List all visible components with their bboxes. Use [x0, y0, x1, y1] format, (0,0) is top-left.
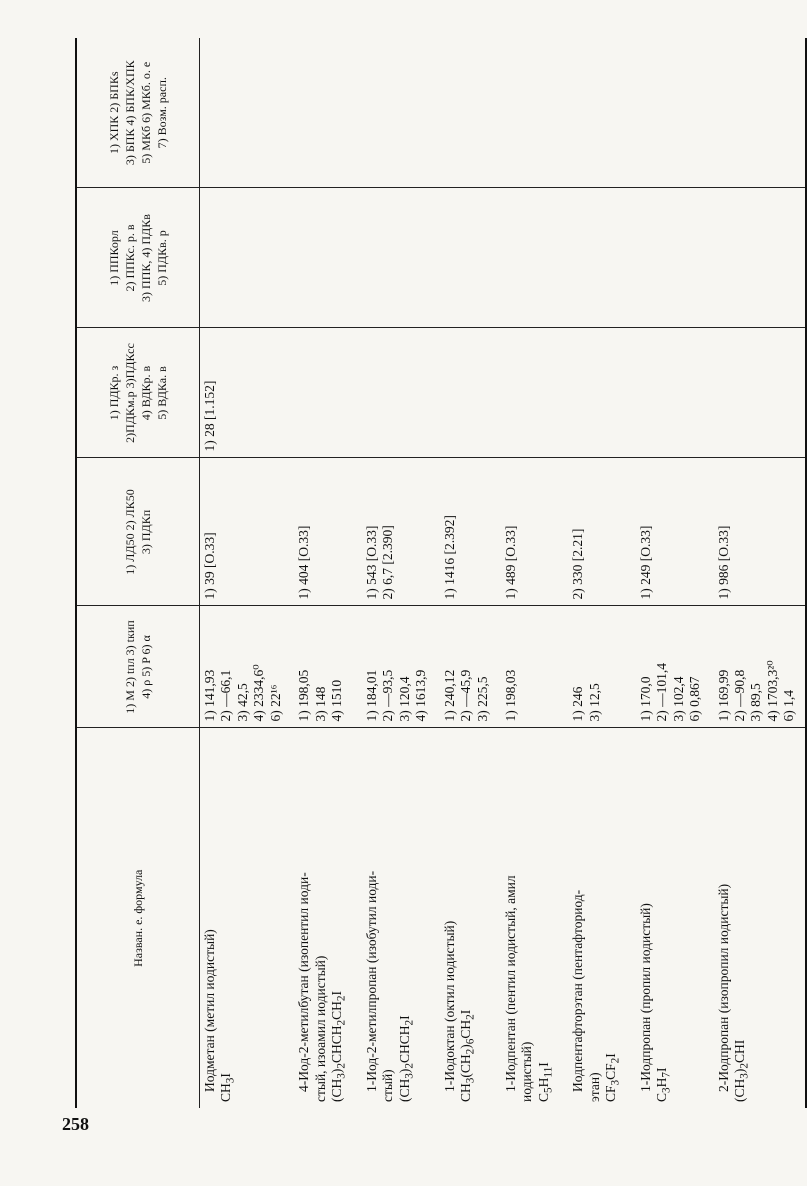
row-spacer	[630, 42, 638, 182]
cell-biodegradation	[493, 38, 560, 188]
cell-physical-props	[493, 606, 560, 728]
row-spacer	[562, 193, 570, 322]
value-line: 2) 330 [2.21]	[570, 528, 586, 600]
value-line: 2) 6,7 [2.390]	[380, 525, 396, 600]
cell-physical-props	[628, 606, 706, 728]
compound-formula: $CF_3CF_2I$	[603, 1053, 622, 1102]
row-spacer	[495, 733, 503, 1103]
row-spacer	[708, 42, 716, 182]
cell-toxicity	[493, 458, 560, 606]
table-row	[200, 38, 287, 1108]
row-spacer	[356, 733, 364, 1103]
header-line: 4) ВДКр. в	[139, 365, 153, 421]
cell-toxicity	[706, 458, 800, 606]
cell-toxicity	[286, 458, 353, 606]
header-line: 3) ПДКп	[139, 509, 153, 555]
cell-physical-props	[286, 606, 353, 728]
cell-pdk-air	[493, 328, 560, 458]
cell-biodegradation	[628, 38, 706, 188]
row-spacer	[434, 733, 442, 1103]
cell-biodegradation	[706, 38, 800, 188]
header-toxicity	[76, 458, 200, 606]
compound-name: этан)	[586, 1072, 602, 1102]
cell-physical-props	[354, 606, 432, 728]
row-spacer	[630, 333, 638, 452]
row-spacer	[356, 611, 364, 722]
compound-name: 1-Иод-2-метилпропан (изобутил иоди-	[363, 870, 379, 1092]
value-line: 3) 42,5	[234, 683, 250, 722]
value-line: 2) —90,8	[732, 669, 747, 722]
header-line: 1) ППКорл	[106, 230, 121, 286]
header-biodegradation	[76, 38, 200, 188]
row-spacer	[708, 611, 716, 722]
value-line: 1) 198,03	[502, 669, 518, 722]
row-spacer	[630, 463, 638, 600]
cell-toxicity	[354, 458, 432, 606]
header-line: 2)ПДКм.р 3)ПДКсс	[122, 343, 137, 443]
compound-formula: $(CH_3)_2CHCH_2I$	[396, 1015, 416, 1102]
row-spacer	[288, 733, 296, 1103]
cell-pdk-air	[628, 328, 706, 458]
value-line: 1) 246	[570, 686, 586, 722]
row-spacer	[708, 193, 716, 322]
row-spacer	[495, 611, 503, 722]
cell-pdk-air	[200, 328, 287, 458]
cell-name-formula	[493, 728, 560, 1108]
value-line: 1) 169,99	[715, 669, 731, 722]
header-line: 5) ВДКа. в	[155, 366, 170, 420]
table-row	[432, 38, 493, 1108]
value-line: 1) 249 [О.33]	[637, 525, 653, 600]
cell-pdk-water	[628, 188, 706, 328]
compound-name: 1-Иодпропан (пропил иодистый)	[637, 903, 653, 1092]
table-row	[493, 38, 560, 1108]
header-pdk-air	[76, 328, 200, 458]
row-spacer	[356, 193, 364, 322]
cell-biodegradation	[432, 38, 493, 188]
header-line: 5) МКб 6) МКб. о. е	[139, 61, 153, 164]
value-line: 6) 0,867	[687, 676, 703, 722]
header-physical-props	[76, 606, 200, 728]
row-spacer	[288, 42, 296, 182]
value-line: 4) 1613,9	[413, 669, 429, 722]
cell-name-formula	[354, 728, 432, 1108]
value-line: 6) 1,4	[781, 690, 797, 722]
table-row	[286, 38, 353, 1108]
page-number: 258	[62, 1114, 89, 1134]
row-spacer	[434, 333, 442, 452]
row-spacer	[708, 463, 716, 600]
cell-pdk-water	[200, 188, 287, 328]
value-line: 1) 404 [О.33]	[296, 525, 312, 600]
value-line: 1) 28 [1.152]	[202, 380, 217, 452]
row-spacer	[356, 333, 364, 452]
cell-biodegradation	[354, 38, 432, 188]
cell-toxicity	[432, 458, 493, 606]
header-line: 3) БПК 4) БПК/ХПК	[122, 60, 137, 166]
header-line: 2) ППКс. р. в	[122, 224, 137, 292]
value-line: 1) 39 [О.33]	[202, 532, 217, 600]
cell-pdk-air	[354, 328, 432, 458]
row-spacer	[434, 611, 442, 722]
cell-name-formula	[706, 728, 800, 1108]
row-spacer	[495, 42, 503, 182]
row-spacer	[356, 42, 364, 182]
value-line: 3) 12,5	[586, 683, 602, 722]
cell-pdk-air	[432, 328, 493, 458]
cell-name-formula	[560, 728, 627, 1108]
compound-formula: $C_3H_7I$	[654, 1067, 673, 1102]
cell-pdk-water	[560, 188, 627, 328]
value-line: 2) —101,4	[654, 663, 670, 722]
compound-name: 2-Иодпропан (изопропил иодистый)	[715, 883, 731, 1092]
value-line: 6) 22¹⁶	[267, 684, 283, 722]
value-line: 2) —93,5	[380, 669, 396, 722]
table-row	[354, 38, 432, 1108]
value-line: 4) 2334,6⁰	[251, 664, 267, 722]
value-line: 1) 170,0	[637, 676, 653, 722]
cell-pdk-air	[286, 328, 353, 458]
value-line: 3) 120,4	[396, 676, 412, 722]
row-spacer	[356, 463, 364, 600]
compound-name: 1-Иодпентан (пентил иодистый, амил	[502, 875, 518, 1092]
row-spacer	[288, 333, 296, 452]
value-line: 4) 1510	[329, 679, 345, 722]
compound-name: стый, изоамил иодистый)	[312, 955, 328, 1102]
table-row	[706, 38, 800, 1108]
value-line: 2) —66,1	[218, 669, 234, 722]
cell-biodegradation	[200, 38, 287, 188]
header-line: 5) ПДКв. р	[155, 230, 170, 286]
cell-pdk-water	[493, 188, 560, 328]
row-spacer	[495, 193, 503, 322]
table-row	[560, 38, 627, 1108]
cell-pdk-air	[560, 328, 627, 458]
filler-cell	[800, 458, 806, 606]
table-bottom-filler	[800, 38, 806, 1108]
cell-pdk-water	[354, 188, 432, 328]
row-spacer	[288, 611, 296, 722]
value-line: 1) 489 [О.33]	[502, 525, 518, 600]
compound-name: Иодметан (метил иодистый)	[202, 929, 217, 1092]
cell-name-formula	[432, 728, 493, 1108]
value-line: 1) 1416 [2.392]	[441, 515, 457, 600]
row-spacer	[562, 42, 570, 182]
filler-cell	[800, 328, 806, 458]
row-spacer	[434, 42, 442, 182]
cell-pdk-air	[706, 328, 800, 458]
compound-formula: $CH_3(CH_2)_6CH_2I$	[458, 1009, 477, 1102]
header-line: 1) ХПК 2) БПКs	[106, 71, 121, 155]
header-pdk-water	[76, 188, 200, 328]
row-spacer	[562, 611, 570, 722]
value-line: 1) 986 [О.33]	[715, 525, 731, 600]
row-spacer	[288, 193, 296, 322]
table-row	[628, 38, 706, 1108]
row-spacer	[562, 463, 570, 600]
toxicity-table	[75, 38, 807, 1108]
row-spacer	[288, 463, 296, 600]
compound-name: Иодпентафторэтан (пентафториод-	[570, 889, 586, 1092]
cell-biodegradation	[560, 38, 627, 188]
compound-formula: $CH_3I$	[218, 1073, 238, 1102]
row-spacer	[562, 733, 570, 1103]
row-spacer	[495, 333, 503, 452]
compound-name: иодистый)	[519, 1041, 535, 1102]
row-spacer	[708, 333, 716, 452]
header-line: 1) ЛД50 2) ЛК50	[122, 489, 137, 575]
compound-formula: $(CH_3)_2CHCH_2CH_2I$	[329, 990, 348, 1102]
cell-pdk-water	[432, 188, 493, 328]
row-spacer	[434, 463, 442, 600]
header-line: 7) Возм. расп.	[155, 77, 170, 149]
value-line: 1) 543 [О.33]	[363, 525, 379, 600]
rotated-table-container	[75, 38, 797, 1108]
compound-name: 1-Иодоктан (октил иодистый)	[441, 920, 457, 1092]
cell-physical-props	[560, 606, 627, 728]
compound-name: 4-Иод-2-метилбутан (изопентил иоди-	[296, 872, 312, 1092]
row-spacer	[708, 733, 716, 1103]
value-line: 1) 184,01	[363, 669, 379, 722]
cell-name-formula	[286, 728, 353, 1108]
cell-name-formula	[200, 728, 287, 1108]
cell-pdk-water	[286, 188, 353, 328]
value-line: 4) 1703,3²⁰	[764, 660, 780, 722]
cell-toxicity	[628, 458, 706, 606]
compound-name: стый)	[380, 1069, 396, 1102]
value-line: 3) 148	[312, 686, 328, 722]
header-line: 1) M 2) tпл 3) tкип	[122, 620, 137, 714]
header-line: Назван. е. формула	[130, 869, 145, 967]
header-line: 3) ППК, 4) ПДКв	[139, 214, 153, 302]
value-line: 2) —45,9	[458, 669, 474, 722]
cell-toxicity	[200, 458, 287, 606]
cell-biodegradation	[286, 38, 353, 188]
cell-pdk-water	[706, 188, 800, 328]
row-spacer	[434, 193, 442, 322]
value-line: 1) 141,93	[202, 669, 217, 722]
cell-name-formula	[628, 728, 706, 1108]
cell-physical-props	[200, 606, 287, 728]
row-spacer	[495, 463, 503, 600]
header-line: 4) ρ 5) P 6) α	[139, 635, 153, 699]
header-line: 1) ПДКр. з	[106, 365, 121, 421]
table-header-row	[76, 38, 200, 1108]
compound-formula: $(CH_3)_2CHI$	[732, 1039, 751, 1102]
value-line: 3) 102,4	[670, 676, 686, 722]
value-line: 1) 198,05	[296, 669, 312, 722]
header-name-formula	[76, 728, 200, 1108]
row-spacer	[630, 193, 638, 322]
table-body	[200, 38, 806, 1108]
cell-toxicity	[560, 458, 627, 606]
value-line: 1) 240,12	[441, 669, 457, 722]
compound-formula: $C_5H_{11}I$	[535, 1062, 555, 1102]
filler-cell	[800, 606, 806, 728]
filler-cell	[800, 728, 806, 1108]
row-spacer	[630, 733, 638, 1103]
row-spacer	[562, 333, 570, 452]
filler-cell	[800, 38, 806, 188]
cell-physical-props	[432, 606, 493, 728]
value-line: 3) 89,5	[748, 683, 764, 722]
row-spacer	[630, 611, 638, 722]
value-line: 3) 225,5	[474, 676, 490, 722]
filler-cell	[800, 188, 806, 328]
cell-physical-props	[706, 606, 800, 728]
